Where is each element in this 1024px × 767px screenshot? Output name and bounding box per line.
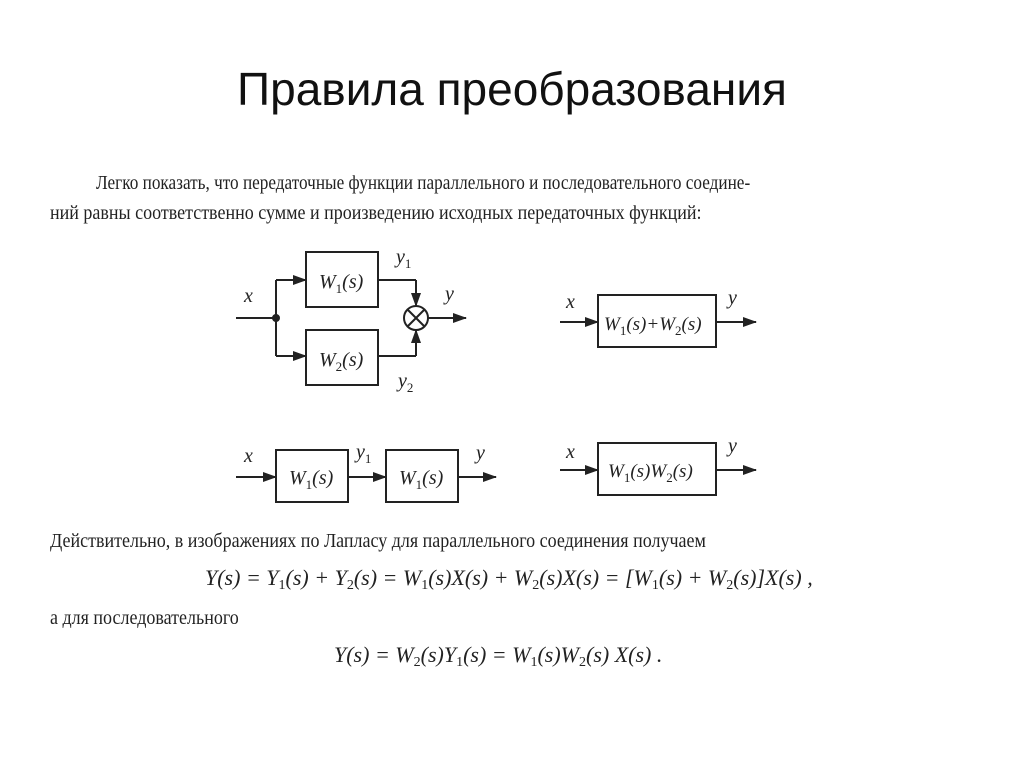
series-eq-input-label: x [566,441,575,463]
parallel-input-label: x [244,285,253,307]
series-output-label: y [476,442,485,464]
series-eq-block-label: $W_1(s)W_2(s)$ [608,461,693,485]
series-mid-sub: 1 [364,451,372,466]
series-mid-v: y [356,441,365,463]
parallel-block2-sub: 2 [335,359,343,374]
slide-title: Правила преобразования [237,63,787,115]
parallel-block2-arg: (s) [342,349,364,371]
series-input-label: x [244,445,253,467]
parallel-block1-arg: (s) [342,271,364,293]
series-eq-output-label: y [728,435,737,457]
parallel-block2-w: W [319,349,336,371]
svg-text:W1(s) [399,467,444,492]
parallel-out1-v: y [396,246,405,268]
svg-text:y1 [354,441,371,466]
parallel-eq-input-label: x [566,291,575,313]
parallel-block1-w: W [319,271,336,293]
series-block2-arg: (s) [422,467,444,489]
series-block1-w: W [289,467,306,489]
svg-text:W1(s) [289,467,334,492]
series-block1-arg: (s) [312,467,334,489]
series-block1-sub: 1 [305,477,313,492]
parallel-block1-sub: 1 [335,281,343,296]
series-block2-sub: 1 [415,477,423,492]
svg-text:W1(s) [319,271,364,296]
parallel-out1-sub: 1 [404,256,412,271]
parallel-eq-block-label: $W_1(s)+W_2(s)$ [604,314,702,338]
svg-text:W2(s) [319,349,364,374]
intro-line-1: Легко показать, что передаточные функции параллельного и последовательного соедине- [96,172,751,194]
lead-series: а для последовательного [50,607,239,629]
series-block2-w: W [399,467,416,489]
svg-text:y2 [396,370,413,395]
formula-series: $Y(s) = W_2(s)Y_1(s) = W_1(s)W_2(s)$ X(s) . [334,642,663,670]
svg-text:y1 [394,246,411,271]
parallel-eq-output-label: y [728,287,737,309]
formula-parallel: $Y(s) = Y_1(s) + Y_2(s) = W_1(s)X(s) + W_2(s)X(s) = [W_1(s) + W_2(s)]X(s)$ , [205,565,813,593]
parallel-output-label: y [445,283,454,305]
intro-line-2: ний равны соответственно сумме и произведению исходных передаточных функций: [50,202,702,224]
lead-parallel: Действительно, в изображениях по Лапласу для параллельного соединения получаем [50,530,706,552]
parallel-out2-sub: 2 [406,380,414,395]
parallel-out2-v: y [398,370,407,392]
